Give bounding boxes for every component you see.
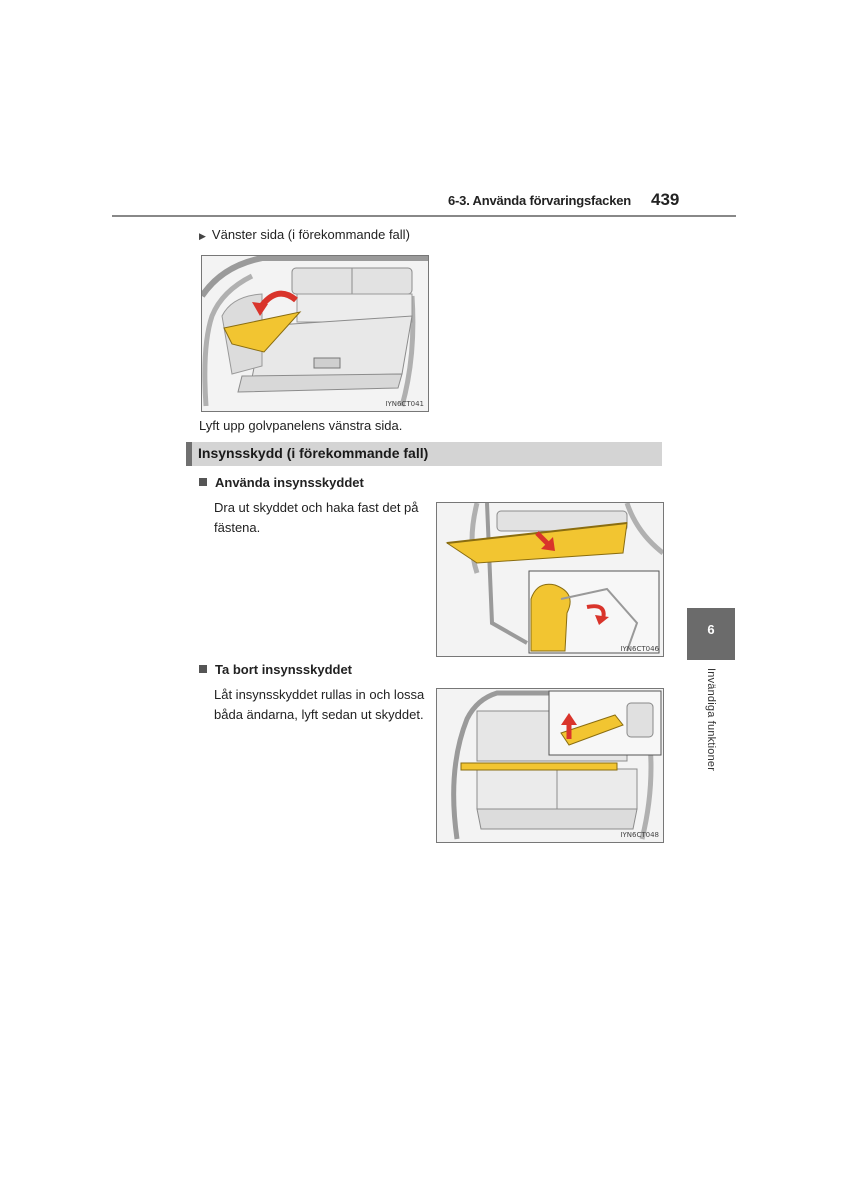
running-header-section: 6-3. Använda förvaringsfacken bbox=[448, 193, 632, 208]
chapter-tab bbox=[687, 608, 735, 660]
left-side-caption: Lyft upp golvpanelens vänstra sida. bbox=[199, 418, 403, 433]
figure-left-floor-panel bbox=[201, 255, 429, 412]
triangle-bullet-icon: ▶ bbox=[199, 231, 206, 241]
figure-use-cover bbox=[436, 502, 664, 657]
left-side-heading bbox=[199, 227, 410, 242]
left-side-heading-text: Vänster sida (i förekommande fall) bbox=[211, 227, 410, 242]
chapter-label: Invändiga funktioner bbox=[705, 668, 717, 772]
trunk-floor-illustration bbox=[202, 256, 428, 411]
remove-cover-text bbox=[214, 685, 424, 725]
figure-code-label: IYN6CT048 bbox=[620, 831, 659, 839]
header-rule bbox=[112, 215, 736, 217]
remove-cover-heading-text: Ta bort insynsskyddet bbox=[215, 662, 353, 677]
chapter-number: 6 bbox=[707, 622, 715, 637]
use-cover-heading-text: Använda insynsskyddet bbox=[215, 475, 364, 490]
figure-remove-cover bbox=[436, 688, 664, 843]
remove-cover-heading bbox=[199, 662, 352, 677]
square-bullet-icon bbox=[199, 478, 207, 486]
use-cover-text bbox=[214, 498, 419, 538]
figure-code-label: IYN6CT046 bbox=[620, 645, 659, 653]
use-cover-heading bbox=[199, 475, 364, 490]
figure-code-label: IYN6CT041 bbox=[385, 400, 424, 408]
section-title: Insynsskydd (i förekommande fall) bbox=[198, 445, 429, 461]
use-cover-text-line-1: Dra ut skyddet och haka fast det på bbox=[214, 500, 419, 515]
cover-remove-illustration bbox=[437, 689, 663, 842]
remove-cover-text-line-1: Låt insynsskyddet rullas in och lossa bbox=[214, 687, 425, 702]
page-number: 439 bbox=[651, 190, 680, 209]
section-accent bbox=[186, 442, 192, 466]
cover-pull-illustration bbox=[437, 503, 663, 656]
use-cover-text-line-2: fästena. bbox=[214, 520, 261, 535]
section-heading-bar bbox=[186, 442, 662, 466]
remove-cover-text-line-2: båda ändarna, lyft sedan ut skyddet. bbox=[214, 707, 424, 722]
square-bullet-icon bbox=[199, 665, 207, 673]
